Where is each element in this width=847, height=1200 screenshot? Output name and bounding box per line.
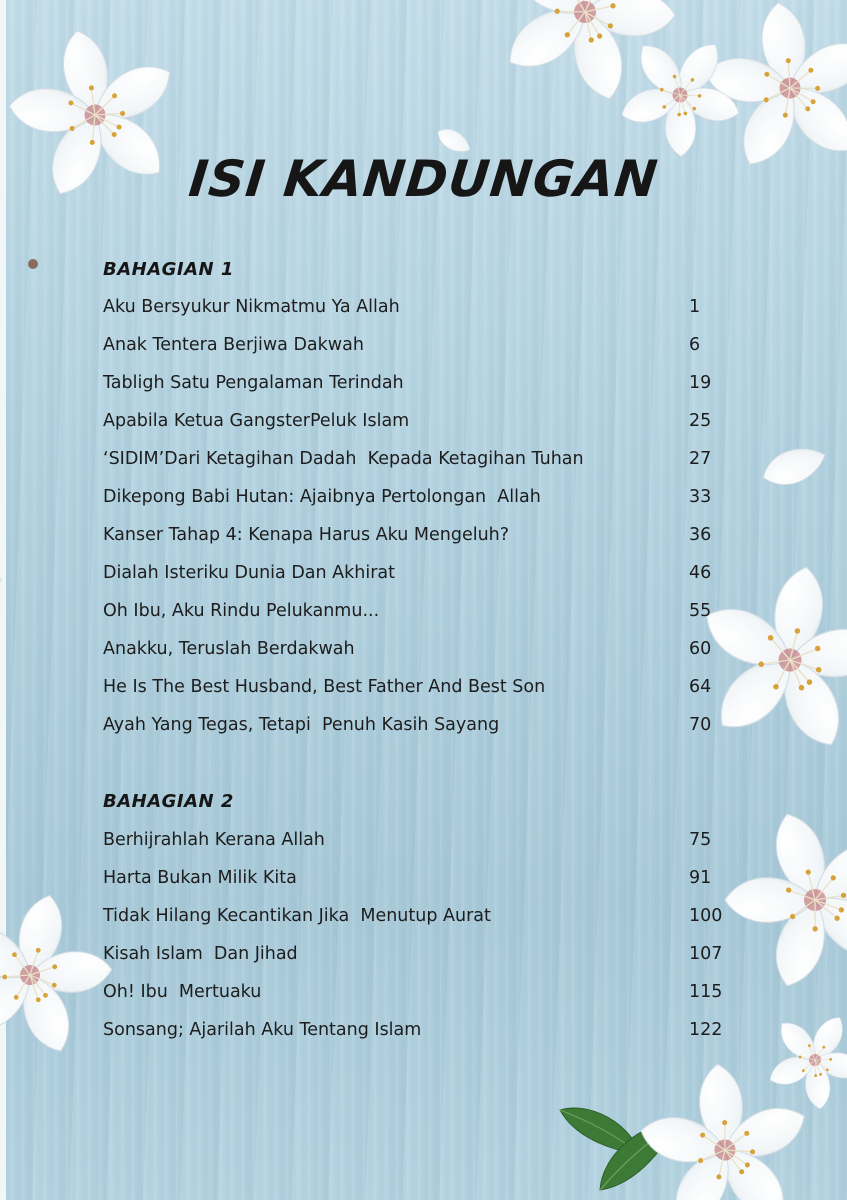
flower-icon bbox=[748, 992, 847, 1126]
toc-entry-page-number: 33 bbox=[689, 487, 712, 507]
toc-entry bbox=[103, 830, 723, 868]
toc-entry-title: Kisah Islam Dan Jihad bbox=[103, 944, 298, 964]
toc-entry bbox=[103, 1020, 723, 1058]
toc-entry-page-number: 25 bbox=[689, 411, 712, 431]
toc-entry-page-number: 27 bbox=[689, 449, 712, 469]
toc-entry-title: Apabila Ketua GangsterPeluk Islam bbox=[103, 411, 410, 431]
toc-entry-title: Harta Bukan Milik Kita bbox=[103, 868, 297, 888]
toc-entry bbox=[103, 944, 723, 982]
toc-entry-title: Dialah Isteriku Dunia Dan Akhirat bbox=[103, 563, 396, 583]
toc-entry bbox=[103, 677, 723, 715]
toc-entry bbox=[103, 411, 723, 449]
toc-entry bbox=[103, 297, 723, 335]
toc-entry bbox=[103, 906, 723, 944]
toc-entry-page-number: 75 bbox=[689, 830, 712, 850]
section-heading: BAHAGIAN 1 bbox=[103, 259, 234, 280]
toc-entry-page-number: 6 bbox=[689, 335, 701, 355]
toc-entry-title: He Is The Best Husband, Best Father And Best Son bbox=[103, 677, 546, 697]
toc-entry-title: Tidak Hilang Kecantikan Jika Menutup Aurat bbox=[103, 906, 491, 926]
toc-entry-title: Tabligh Satu Pengalaman Terindah bbox=[103, 373, 404, 393]
toc-entry bbox=[103, 639, 723, 677]
toc-entry bbox=[103, 335, 723, 373]
toc-entry bbox=[103, 525, 723, 563]
toc-entry-page-number: 64 bbox=[689, 677, 712, 697]
toc-entry-title: Anak Tentera Berjiwa Dakwah bbox=[103, 335, 364, 355]
toc-entry-title: ‘SIDIM’Dari Ketagihan Dadah Kepada Ketagihan Tuhan bbox=[103, 449, 584, 469]
toc-entry-title: Anakku, Teruslah Berdakwah bbox=[103, 639, 355, 659]
toc-entry-title: Kanser Tahap 4: Kenapa Harus Aku Mengeluh? bbox=[103, 525, 510, 545]
speck bbox=[28, 259, 38, 269]
page-title: ISI KANDUNGAN bbox=[186, 150, 661, 208]
toc-entry bbox=[103, 449, 723, 487]
toc-entry bbox=[103, 715, 723, 753]
toc-entry-title: Oh! Ibu Mertuaku bbox=[103, 982, 262, 1002]
petal-icon bbox=[758, 440, 831, 493]
toc-entry-page-number: 91 bbox=[689, 868, 712, 888]
toc-entry bbox=[103, 982, 723, 1020]
toc-entry bbox=[103, 868, 723, 906]
toc-entry-page-number: 107 bbox=[689, 944, 723, 964]
toc-entry-title: Ayah Yang Tegas, Tetapi Penuh Kasih Sayang bbox=[103, 715, 500, 735]
toc-entry-page-number: 19 bbox=[689, 373, 712, 393]
toc-entry-page-number: 1 bbox=[689, 297, 701, 317]
toc-entry-page-number: 100 bbox=[689, 906, 723, 926]
toc-entry-page-number: 122 bbox=[689, 1020, 723, 1040]
toc-entry-page-number: 60 bbox=[689, 639, 712, 659]
section-heading: BAHAGIAN 2 bbox=[103, 791, 234, 812]
toc-entry-title: Oh Ibu, Aku Rindu Pelukanmu... bbox=[103, 601, 380, 621]
toc-entry-title: Sonsang; Ajarilah Aku Tentang Islam bbox=[103, 1020, 422, 1040]
toc-entry-page-number: 115 bbox=[689, 982, 723, 1002]
toc-entry-title: Dikepong Babi Hutan: Ajaibnya Pertolongan Allah bbox=[103, 487, 541, 507]
toc-entry bbox=[103, 487, 723, 525]
toc-entry bbox=[103, 563, 723, 601]
toc-entry-page-number: 46 bbox=[689, 563, 712, 583]
petal-icon bbox=[0, 792, 1, 811]
toc-entry bbox=[103, 373, 723, 411]
toc-entry-page-number: 70 bbox=[689, 715, 712, 735]
toc-entry-page-number: 55 bbox=[689, 601, 712, 621]
petal-icon bbox=[0, 565, 3, 601]
toc-entry-page-number: 36 bbox=[689, 525, 712, 545]
toc-entry bbox=[103, 601, 723, 639]
toc-entry-title: Berhijrahlah Kerana Allah bbox=[103, 830, 325, 850]
toc-entry-title: Aku Bersyukur Nikmatmu Ya Allah bbox=[103, 297, 400, 317]
